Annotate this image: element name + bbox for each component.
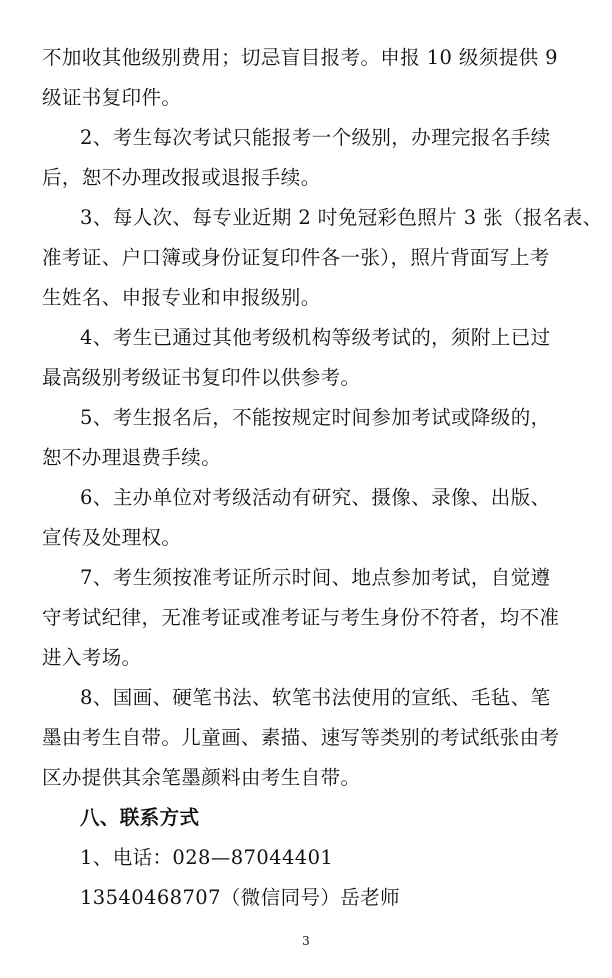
rule-6-line-2: 宣传及处理权。	[42, 526, 182, 549]
page-number: 3	[302, 934, 310, 948]
rule-8-line-3: 区办提供其余笔墨颜料由考生自带。	[42, 766, 361, 789]
contact-mobile: 13540468707（微信同号）岳老师	[80, 886, 400, 909]
rule-2-line-2: 后，恕不办理改报或退报手续。	[42, 166, 321, 189]
rule-4-line-2: 最高级别考级证书复印件以供参考。	[42, 366, 361, 389]
rule-8-line-1: 8、国画、硬笔书法、软笔书法使用的宣纸、毛毡、笔	[80, 686, 551, 709]
rule-5-line-1: 5、考生报名后，不能按规定时间参加考试或降级的，	[80, 406, 551, 429]
rule-5-line-2: 恕不办理退费手续。	[42, 446, 222, 469]
rule-3-line-1: 3、每人次、每专业近期 2 吋免冠彩色照片 3 张（报名表、	[80, 206, 603, 229]
rule-7-line-1: 7、考生须按准考证所示时间、地点参加考试，自觉遵	[80, 566, 551, 589]
rule-3-line-2: 准考证、户口簿或身份证复印件各一张），照片背面写上考	[42, 246, 550, 269]
rule-7-line-2: 守考试纪律，无准考证或准考证与考生身份不符者，均不准	[42, 606, 560, 629]
text-line: 不加收其他级别费用；切忌盲目报考。申报 10 级须提供 9	[42, 46, 558, 69]
contact-phone: 1、电话：028—87044401	[80, 846, 334, 869]
rule-7-line-3: 进入考场。	[42, 646, 142, 669]
text-line: 级证书复印件。	[42, 86, 182, 109]
rule-4-line-1: 4、考生已通过其他考级机构等级考试的，须附上已过	[80, 326, 551, 349]
rule-8-line-2: 墨由考生自带。儿童画、素描、速写等类别的考试纸张由考	[42, 726, 560, 749]
rule-2-line-1: 2、考生每次考试只能报考一个级别，办理完报名手续	[80, 126, 551, 149]
rule-6-line-1: 6、主办单位对考级活动有研究、摄像、录像、出版、	[80, 486, 551, 509]
rule-3-line-3: 生姓名、申报专业和申报级别。	[42, 286, 321, 309]
section-heading-contact: 八、联系方式	[80, 806, 200, 829]
